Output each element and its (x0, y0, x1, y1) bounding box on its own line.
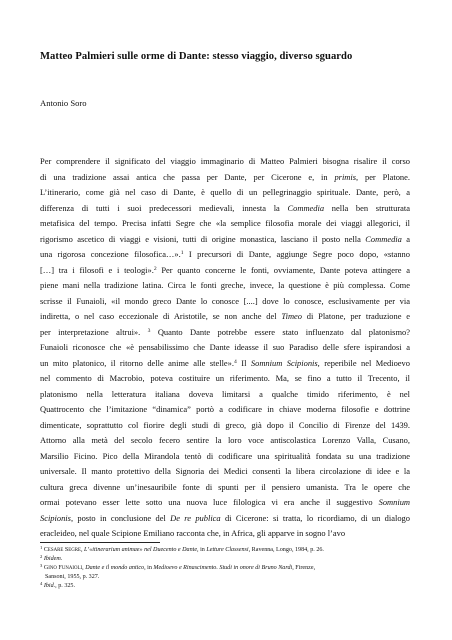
text-run: Sansoni, 1955, p. 327. (45, 574, 100, 581)
text-run: , (82, 564, 86, 571)
footnote (40, 546, 410, 555)
text-run: eracleideo, nel quale Scipione Emiliano racconta che, in Africa, gli apparve in sogno l’avo (40, 528, 346, 538)
text-run: , in (144, 564, 154, 571)
body-line (40, 309, 410, 325)
body-line (40, 449, 410, 465)
footnote (40, 555, 410, 563)
text-run: UNAIOLI (61, 565, 83, 571)
text-run: dimenticate, soprattutto col fiorire degli studi di greco, già dopo il Concilio di Firenze del 1439. (40, 419, 410, 430)
text-run: nel commento di Macrobio, poteva costituire un riferimento. Ma, se fino a tutto il Trecento, il (40, 373, 410, 383)
text-run: L’itinerario, come già nel caso di Dante, è quello di un pellegrinaggio spirituale. Dante, però, a (40, 187, 410, 197)
text-run: piene mani nella tradizione latina. Circa le fonti greche, invece, la questione è più complessa. Come (40, 280, 410, 290)
footnotes (40, 546, 410, 590)
text-run: nella ben strutturata (324, 202, 410, 213)
text-run: Funaioli riconosce che «è pensabilissimo che Dante ideasse il suo Paradiso delle sfere ispirandosi a (40, 342, 410, 352)
body-line (40, 356, 410, 372)
text-run: platonismo nella letteratura italiana doveva limitarsi a qualche timido riferimento, è nel (40, 388, 410, 399)
footnote (40, 573, 410, 581)
footnote-reference: 1 (40, 544, 43, 550)
body-line (40, 201, 410, 217)
footnote-reference: 2 (153, 265, 157, 272)
text-run: , in (197, 547, 207, 553)
text-run: . (60, 556, 63, 563)
text-run: Quattrocento che l’imitazione “dinamica” portò a codificare in chiave moderna filosofie e dottrine (40, 404, 410, 414)
body-line (40, 371, 410, 387)
text-run: , posto in conclusione del (70, 512, 171, 523)
body-line (40, 325, 410, 341)
body-line (40, 511, 410, 527)
text-run: cultura greca divenne un’inesauribile fonte di spunti per il pensiero umanista. Tra le opere che (40, 481, 410, 492)
text-run: Per comprendere il significato del viaggio immaginario di Matteo Palmieri bisogna risalire il corso (40, 156, 410, 166)
text-run: indiretta, o nel caso eccezionale di Aristotile, se non anche del (40, 311, 282, 321)
body-line (40, 185, 410, 201)
italic-text: Medioevo e Rinascimento. Studi in onore di Bruno Nardi (153, 564, 293, 571)
text-run: di Cicerone: si tratta, lo ricordiamo, di un dialogo (220, 512, 410, 523)
body-line (40, 278, 410, 294)
text-run: per interpretazione altrui». (40, 326, 148, 337)
footnote-reference: 4 (40, 580, 43, 586)
italic-text: primis (334, 171, 357, 182)
italic-text: De re publica (170, 512, 221, 523)
text-run: , reperibile nel Medioevo (317, 357, 410, 368)
text-run: differenza di tutti i suoi predecessori medievali, innesta la (40, 202, 288, 213)
body-line (40, 294, 410, 310)
text-run: EGRE (68, 548, 81, 553)
italic-text: Commedia (287, 202, 325, 213)
italic-text: Commedia (365, 233, 402, 244)
footnote-reference: 4 (234, 358, 237, 365)
italic-text: Scipionis (40, 512, 71, 523)
text-run: un mito platonico, il ritorno delle anime alle stelle». (40, 357, 235, 368)
body-line (40, 340, 410, 356)
text-run: rigorismo ascetico di viaggi e visioni, tutti di origine monastica, lasciano il posto nella (40, 233, 366, 244)
text-run: INO (48, 565, 57, 571)
body-line (40, 464, 410, 480)
text-run: , per Platone. (356, 171, 410, 182)
italic-text: L’«itinerarium animae» nel Duecento e Dante (84, 547, 198, 553)
footnote-reference: 3 (40, 562, 43, 568)
italic-text: Somnium (378, 497, 410, 507)
text-run: ESARE (47, 548, 64, 553)
text-run: Marsilio Ficino. Pico della Mirandola tentò di codificare una spiritualità fondata su una tradizione (40, 450, 410, 461)
paper-title: Matteo Palmieri sulle orme di Dante: stesso viaggio, diverso sguardo (40, 51, 353, 62)
body-line (40, 247, 410, 263)
text-run: , p. 325. (55, 582, 75, 589)
text-run: scrisse il Funaioli, «il mondo greco Dante lo conosce [....] dove lo conosce, esclusivamente per via (40, 295, 410, 306)
body-line (40, 418, 410, 434)
text-run: G (42, 564, 49, 571)
text-run: F (56, 564, 62, 571)
body-line (40, 526, 410, 542)
text-run: a (401, 233, 410, 244)
text-run: , (81, 547, 85, 553)
body-line (40, 154, 410, 170)
footnote-separator (40, 542, 160, 543)
italic-text: Dante e il mondo antico (85, 564, 145, 571)
body-line (40, 495, 410, 511)
text-run: […] tra i filosofi e i teologi». (40, 264, 154, 275)
body-line (40, 433, 410, 449)
italic-text: Letture Classensi (206, 547, 249, 553)
body-text (40, 154, 410, 542)
footnote-reference: 2 (40, 554, 43, 560)
footnote-reference: 1 (180, 250, 184, 256)
italic-text: Ibid. (43, 582, 56, 589)
text-run: ormai potevano esser lette sotto una nuova luce filologica vi era anche il suggestivo (40, 497, 379, 507)
text-run: di una tradizione assai antica che passa per Dante, per Cicerone e, in (40, 171, 335, 182)
body-line (40, 170, 410, 186)
text-run: Attorno alla metà del secolo fecero sentire la loro voce antiscolastica Lorenzo Valla, Cusano, (40, 435, 410, 445)
text-run: universale. Il manto protettivo della Signoria dei Medici consentì la libera circolazione di idee e la (40, 466, 410, 476)
italic-text: Somnium Scipionis (250, 357, 318, 368)
italic-text: Timeo (281, 311, 303, 321)
body-line (40, 387, 410, 403)
italic-text: Ibidem (43, 556, 61, 563)
text-run: Quanto Dante potrebbe essere stato influenzato dal platonismo? (150, 326, 410, 337)
text-run: S (63, 547, 69, 553)
body-line (40, 402, 410, 418)
body-line (40, 232, 410, 248)
text-run: C (42, 547, 48, 553)
body-line (40, 263, 410, 279)
text-run: Per quanto concerne le fonti, ovviamente, Dante poteva attingere a (156, 264, 410, 275)
author-name: Antonio Soro (40, 98, 87, 108)
footnote (40, 582, 410, 590)
footnote-reference: 3 (147, 327, 151, 334)
body-line (40, 216, 410, 232)
text-run: di Platone, per traduzione e (302, 311, 411, 321)
text-run: metafisica del tempo. Precisa infatti Segre che «la semplice filosofia morale dei viaggi allegorici, il (40, 218, 410, 228)
body-line (40, 480, 410, 496)
text-run: Il (236, 357, 251, 368)
text-run: una rigorosa concezione filosofica…». (40, 249, 181, 259)
footnote (40, 564, 410, 573)
text-run: , Firenze, (292, 564, 316, 571)
text-run: I precursori di Dante, aggiunge Segre poco dopo, «stanno (183, 249, 410, 259)
text-run: , Ravenna, Longo, 1984, p. 26. (248, 547, 324, 553)
